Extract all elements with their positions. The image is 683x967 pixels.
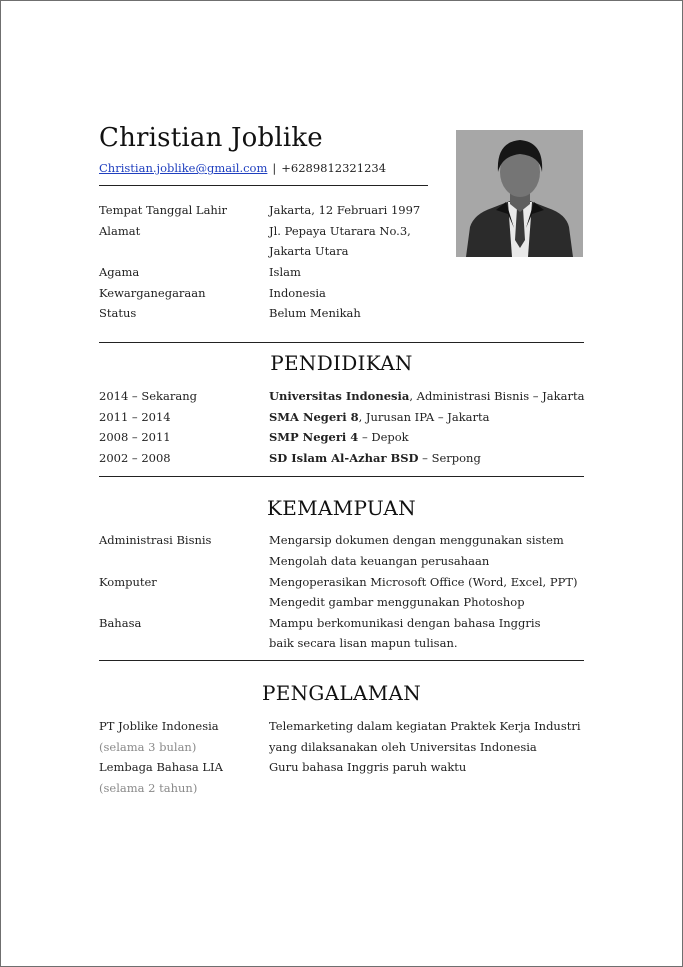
skill-label: Bahasa [99, 616, 142, 630]
personal-value: Jakarta, 12 Februari 1997 [269, 203, 421, 217]
email-link[interactable]: Christian.joblike@gmail.com [99, 161, 268, 175]
skill-value: Mengoperasikan Microsoft Office (Word, Excel, PPT) [269, 575, 578, 589]
education-title: PENDIDIKAN [270, 351, 413, 375]
personal-value: Jakarta Utara [269, 244, 349, 258]
experience-value: Guru bahasa Inggris paruh waktu [269, 760, 467, 774]
section-divider [99, 660, 584, 661]
school-detail: , Administrasi Bisnis – Jakarta [409, 389, 585, 403]
personal-label: Tempat Tanggal Lahir [99, 203, 228, 217]
experience-title: PENGALAMAN [261, 681, 422, 705]
skill-label: Administrasi Bisnis [99, 533, 212, 547]
experience-value: Telemarketing dalam kegiatan Praktek Kerja Industri [269, 719, 581, 733]
skill-label: Komputer [99, 575, 157, 589]
experience-value: yang dilaksanakan oleh Universitas Indonesia [269, 740, 537, 754]
school-name: SMA Negeri 8 [269, 410, 359, 424]
personal-value: Jl. Pepaya Utarara No.3, [269, 224, 411, 238]
education-entry [269, 407, 490, 428]
education-entry [269, 386, 584, 407]
personal-label: Alamat [99, 224, 141, 238]
skills-title: KEMAMPUAN [267, 496, 416, 520]
school-detail: – Depok [358, 430, 409, 444]
education-period: 2008 – 2011 [99, 430, 171, 444]
experience-label: Lembaga Bahasa LIA [99, 760, 223, 774]
profile-photo [456, 130, 583, 257]
personal-label: Agama [99, 265, 140, 279]
phone-number: +6289812321234 [281, 161, 387, 175]
personal-value: Belum Menikah [269, 306, 361, 320]
skill-value: Mengedit gambar menggunakan Photoshop [269, 595, 525, 609]
personal-value: Islam [269, 265, 301, 279]
personal-value: Indonesia [269, 286, 326, 300]
skill-value: Mengarsip dokumen dengan menggunakan sistem [269, 533, 564, 547]
header-divider [99, 185, 428, 186]
school-detail: , Jurusan IPA – Jakarta [358, 410, 490, 424]
personal-label: Status [99, 306, 137, 320]
experience-duration: (selama 3 bulan) [99, 740, 197, 754]
section-divider [99, 342, 584, 343]
skill-value: Mampu berkomunikasi dengan bahasa Inggris [269, 616, 541, 630]
school-name: SD Islam Al-Azhar BSD [269, 451, 419, 465]
school-name: Universitas Indonesia [269, 389, 410, 403]
personal-label: Kewarganegaraan [99, 286, 206, 300]
education-period: 2011 – 2014 [99, 410, 171, 424]
contact-line [99, 161, 386, 175]
candidate-name: Christian Joblike [99, 123, 323, 153]
education-period: 2014 – Sekarang [99, 389, 197, 403]
education-entry [269, 448, 481, 469]
skill-value: Mengolah data keuangan perusahaan [269, 554, 490, 568]
skill-value: baik secara lisan mapun tulisan. [269, 636, 458, 650]
education-entry [269, 427, 409, 448]
school-detail: – Serpong [418, 451, 481, 465]
contact-separator: | [272, 161, 277, 175]
education-period: 2002 – 2008 [99, 451, 171, 465]
section-divider [99, 476, 584, 477]
experience-label: PT Joblike Indonesia [99, 719, 219, 733]
person-silhouette-icon [456, 130, 583, 257]
school-name: SMP Negeri 4 [269, 430, 359, 444]
experience-duration: (selama 2 tahun) [99, 781, 198, 795]
